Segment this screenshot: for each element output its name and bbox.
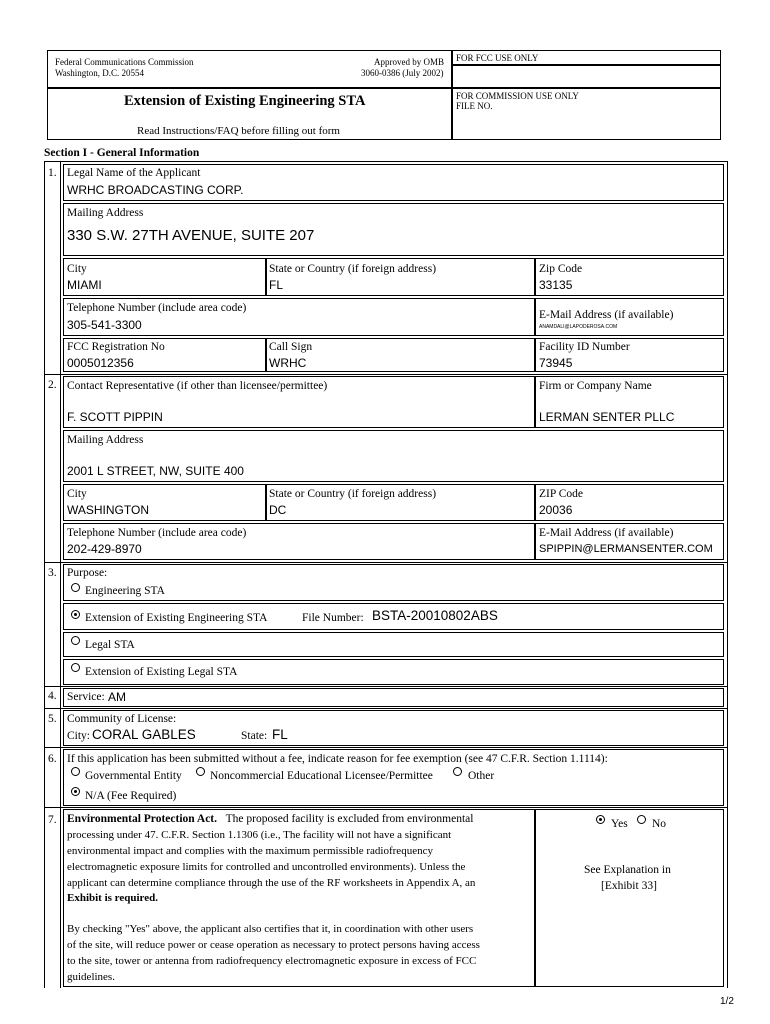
radio-other[interactable] [453, 767, 462, 776]
phone-label: Telephone Number (include area code) [67, 302, 247, 314]
commission-use-line1: FOR COMMISSION USE ONLY [456, 91, 579, 101]
legal-name-field[interactable]: WRHC BROADCASTING CORP. [67, 183, 244, 197]
zip-label: Zip Code [539, 263, 583, 275]
firm-field[interactable]: LERMAN SENTER PLLC [539, 410, 675, 424]
radio-governmental-entity[interactable] [71, 767, 80, 776]
radio-env-no-label: No [652, 818, 667, 830]
contact-mailing-field[interactable]: 2001 L STREET, NW, SUITE 400 [67, 464, 244, 478]
radio-legal-sta[interactable] [71, 636, 80, 645]
item5-divider [44, 747, 728, 748]
form-title: Extension of Existing Engineering STA [124, 93, 366, 109]
item3-divider [44, 686, 728, 687]
mailing-address-label: Mailing Address [67, 207, 144, 219]
outer-left-line [44, 161, 45, 988]
item6-number: 6. [48, 753, 57, 765]
radio-other-label: Other [468, 770, 495, 782]
radio-engineering-sta[interactable] [71, 583, 80, 592]
environmental-answer-box [535, 809, 724, 987]
radio-na-fee-required-label: N/A (Fee Required) [85, 790, 177, 802]
fcc-use-only-label: FOR FCC USE ONLY [456, 53, 539, 63]
contact-email-field[interactable]: SPIPPIN@LERMANSENTER.COM [539, 543, 713, 555]
contact-city-label: City [67, 488, 87, 500]
email-label: E-Mail Address (if available) [539, 309, 674, 321]
community-state-field[interactable]: FL [272, 727, 288, 742]
service-box [63, 688, 724, 707]
facility-field[interactable]: 73945 [539, 356, 573, 370]
community-state-label: State: [241, 730, 268, 742]
email-field[interactable]: ANAMDALI@LAPODEROSA.COM [539, 324, 618, 330]
service-label: Service: [67, 691, 105, 703]
state-field[interactable]: FL [269, 278, 284, 292]
purpose-label: Purpose: [67, 567, 108, 579]
radio-extension-legal-sta[interactable] [71, 663, 80, 672]
item4-divider [44, 708, 728, 709]
form-instructions: Read Instructions/FAQ before filling out form [137, 125, 340, 137]
item7-number: 7. [48, 814, 57, 826]
zip-field[interactable]: 33135 [539, 278, 573, 292]
item2-divider [44, 562, 728, 563]
contact-city-field[interactable]: WASHINGTON [67, 503, 150, 517]
item1-divider [44, 374, 728, 375]
phone-field[interactable]: 305-541-3300 [67, 318, 142, 332]
outer-top-line [44, 161, 728, 162]
env-para2-line1: By checking "Yes" above, the applicant also certifies that it, in coordination with other users [67, 923, 474, 935]
number-column-line [60, 161, 61, 988]
fcc-use-only-field [452, 65, 721, 88]
city-field[interactable]: MIAMI [67, 278, 102, 292]
community-city-label: City: [67, 730, 91, 742]
contact-phone-field[interactable]: 202-429-8970 [67, 542, 142, 556]
section-title: Section I - General Information [44, 147, 200, 159]
purpose-box-3 [63, 632, 724, 657]
contact-field[interactable]: F. SCOTT PIPPIN [67, 410, 163, 424]
radio-env-yes-label: Yes [611, 818, 628, 830]
state-label: State or Country (if foreign address) [269, 263, 437, 275]
agency-line1: Federal Communications Commission [55, 57, 194, 67]
radio-governmental-entity-label: Governmental Entity [85, 770, 182, 782]
env-line2: processing under 47. C.F.R. Section 1.1306 (i.e., The facility will not have a significant [67, 829, 452, 841]
firm-label: Firm or Company Name [539, 380, 652, 392]
fee-exemption-label: If this application has been submitted without a fee, indicate reason for fee exemption (see 47 C.F.R. Section 1.1114): [67, 753, 608, 765]
item2-number: 2. [48, 379, 57, 391]
radio-env-yes[interactable] [596, 815, 605, 824]
env-line6: Exhibit is required. [67, 892, 158, 904]
radio-extension-legal-sta-label: Extension of Existing Legal STA [85, 666, 238, 678]
community-city-field[interactable]: CORAL GABLES [92, 727, 196, 742]
item5-number: 5. [48, 713, 57, 725]
callsign-field[interactable]: WRHC [269, 356, 307, 370]
env-line1 [67, 813, 473, 826]
contact-phone-label: Telephone Number (include area code) [67, 527, 247, 539]
service-field[interactable]: AM [108, 690, 126, 704]
contact-state-label: State or Country (if foreign address) [269, 488, 437, 500]
community-label: Community of License: [67, 713, 177, 725]
radio-extension-engineering-sta-label: Extension of Existing Engineering STA [85, 612, 268, 624]
contact-zip-label: ZIP Code [539, 488, 583, 500]
omb-line1: Approved by OMB [374, 57, 444, 67]
env-line1-rest: The proposed facility is excluded from environmental [225, 813, 474, 825]
env-line4: electromagnetic exposure limits for controlled and uncontrolled environments). Unless the [67, 861, 466, 873]
callsign-label: Call Sign [269, 341, 313, 353]
env-line3: environmental impact and complies with the maximum permissible radiofrequency [67, 845, 433, 857]
radio-na-fee-required[interactable] [71, 787, 80, 796]
item6-divider [44, 807, 728, 808]
item4-number: 4. [48, 690, 57, 702]
page-number: 1/2 [720, 996, 734, 1007]
explanation-line1: See Explanation in [584, 864, 671, 876]
city-label: City [67, 263, 87, 275]
frn-label: FCC Registration No [67, 341, 165, 353]
env-para2-line3: to the site, tower or antenna from radiofrequency electromagnetic exposure in excess of FCC [67, 955, 477, 967]
env-para2-line2: of the site, will reduce power or cease operation as necessary to protect persons having access [67, 939, 480, 951]
contact-email-label: E-Mail Address (if available) [539, 527, 674, 539]
radio-env-no[interactable] [637, 815, 646, 824]
env-para2-line4: guidelines. [67, 971, 115, 983]
contact-state-field[interactable]: DC [269, 503, 287, 517]
omb-line2: 3060-0386 (July 2002) [361, 68, 444, 78]
radio-extension-engineering-sta[interactable] [71, 610, 80, 619]
contact-label: Contact Representative (if other than licensee/permittee) [67, 380, 328, 392]
item3-number: 3. [48, 567, 57, 579]
env-bold-title: Environmental Protection Act. [67, 813, 218, 825]
file-number-field[interactable]: BSTA-20010802ABS [372, 608, 498, 623]
file-number-label: File Number: [302, 612, 364, 624]
explanation-line2: [Exhibit 33] [601, 880, 657, 892]
frn-field[interactable]: 0005012356 [67, 356, 134, 370]
legal-name-label: Legal Name of the Applicant [67, 167, 201, 179]
mailing-address-field[interactable]: 330 S.W. 27TH AVENUE, SUITE 207 [67, 227, 315, 244]
agency-line2: Washington, D.C. 20554 [55, 68, 145, 78]
item1-number: 1. [48, 167, 57, 179]
contact-zip-field[interactable]: 20036 [539, 503, 573, 517]
radio-engineering-sta-label: Engineering STA [85, 585, 165, 597]
radio-noncommercial-label: Noncommercial Educational Licensee/Permittee [210, 770, 433, 782]
facility-label: Facility ID Number [539, 341, 630, 353]
radio-legal-sta-label: Legal STA [85, 639, 135, 651]
outer-right-line [727, 161, 728, 988]
commission-use-line2: FILE NO. [456, 101, 493, 111]
radio-noncommercial[interactable] [196, 767, 205, 776]
contact-mailing-label: Mailing Address [67, 434, 144, 446]
env-line5: applicant can determine compliance through the use of the RF worksheets in Appendix A, an [67, 877, 476, 889]
